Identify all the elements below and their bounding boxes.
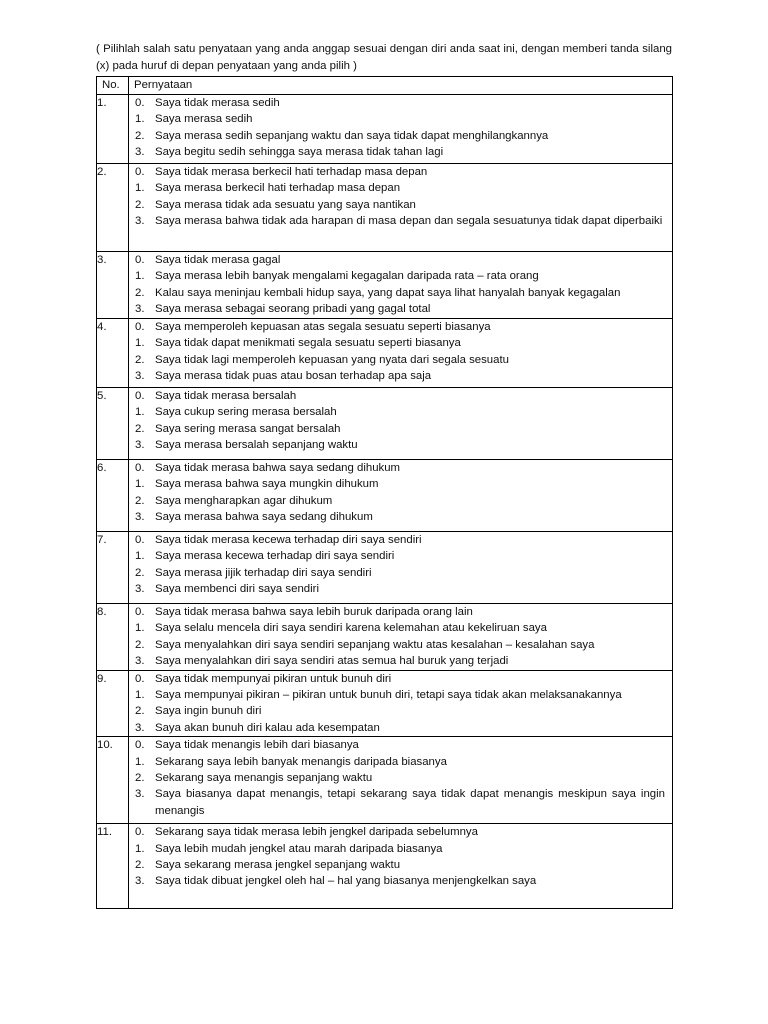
option-text: Saya menyalahkan diri saya sendiri atas semua hal buruk yang terjadi: [155, 655, 509, 668]
option-item: [129, 720, 672, 736]
option-text: Saya tidak merasa bahwa saya sedang dihukum: [155, 462, 401, 474]
question-number: 7.: [97, 532, 129, 604]
option-number: 2.: [135, 566, 145, 579]
option-number: 3.: [135, 146, 145, 159]
option-text: Saya tidak merasa kecewa terhadap diri saya sendiri: [155, 534, 422, 546]
option-text: Saya tidak merasa sedih: [155, 97, 280, 109]
option-item: [129, 144, 672, 160]
option-number: 0.: [135, 606, 145, 618]
option-text: Saya tidak menangis lebih dari biasanya: [155, 739, 359, 752]
table-row: [97, 460, 673, 532]
option-text: Saya merasa sebagai seorang pribadi yang gagal total: [155, 303, 431, 316]
option-text: Saya cukup sering merasa bersalah: [155, 406, 337, 419]
question-number: 9.: [97, 670, 129, 737]
option-number: 0.: [135, 254, 145, 266]
option-text: Saya menyalahkan diri saya sendiri sepanjang waktu atas kesalahan – kesalahan saya: [155, 638, 595, 651]
option-item: [129, 460, 672, 476]
option-item: [129, 421, 672, 437]
question-rows: [97, 95, 673, 909]
option-number: 1.: [135, 478, 145, 491]
option-number: 2.: [135, 129, 145, 142]
option-item: [129, 268, 672, 284]
option-text: Saya merasa bahwa saya mungkin dihukum: [155, 478, 379, 491]
option-number: 1.: [135, 337, 145, 350]
option-item: [129, 873, 672, 889]
question-options-cell: [129, 460, 673, 532]
option-number: 0.: [135, 534, 145, 546]
option-text: Saya merasa lebih banyak mengalami kegagalan daripada rata – rata orang: [155, 270, 539, 283]
table-row: [97, 164, 673, 252]
option-number: 3.: [135, 721, 145, 734]
option-item: [129, 565, 672, 581]
option-list: [129, 319, 672, 385]
option-item: [129, 620, 672, 636]
option-list: [129, 737, 672, 819]
option-number: 3.: [135, 875, 145, 888]
option-list: [129, 824, 672, 890]
option-text: Saya sekarang merasa jengkel sepanjang waktu: [155, 859, 401, 872]
instruction-text: ( Pilihlah salah satu penyataan yang anda anggap sesuai dengan diri anda saat ini, dengan memberi tanda silang (x) pada huruf di depan penyataan yang anda pilih ): [96, 43, 672, 72]
option-text: Saya tidak merasa bersalah: [155, 390, 297, 402]
option-text: Saya akan bunuh diri kalau ada kesempatan: [155, 721, 380, 734]
option-number: 0.: [135, 321, 145, 333]
option-item: [129, 637, 672, 653]
option-item: [129, 301, 672, 317]
option-number: 0.: [135, 826, 145, 839]
option-item: [129, 111, 672, 127]
option-number: 2.: [135, 638, 145, 651]
option-text: Saya selalu mencela diri saya sendiri karena kelemahan atau kekeliruan saya: [155, 622, 547, 635]
option-item: [129, 737, 672, 753]
option-item: [129, 352, 672, 368]
option-number: 3.: [135, 655, 145, 668]
option-text: Saya ingin bunuh diri: [155, 705, 262, 718]
option-text: Saya mengharapkan agar dihukum: [155, 494, 333, 507]
option-text: Saya merasa bahwa saya sedang dihukum: [155, 511, 373, 524]
option-number: 0.: [135, 166, 145, 178]
option-number: 2.: [135, 494, 145, 507]
option-text: Saya biasanya dapat menangis, tetapi sekarang saya tidak dapat menangis meskipun saya ingin menangis: [155, 788, 665, 817]
option-text: Saya tidak lagi memperoleh kepuasan yang nyata dari segala sesuatu: [155, 353, 509, 366]
option-item: [129, 509, 672, 525]
option-text: Saya merasa jijik terhadap diri saya sendiri: [155, 566, 372, 579]
option-text: Saya tidak dapat menikmati segala sesuatu seperti biasanya: [155, 337, 461, 350]
option-item: [129, 252, 672, 268]
option-item: [129, 368, 672, 384]
option-text: Saya lebih mudah jengkel atau marah daripada biasanya: [155, 842, 443, 855]
question-number: 8.: [97, 604, 129, 671]
question-number: 1.: [97, 95, 129, 164]
option-item: [129, 164, 672, 180]
option-list: [129, 252, 672, 318]
question-number: 3.: [97, 252, 129, 319]
table-row: [97, 670, 673, 737]
option-text: Saya merasa tidak ada sesuatu yang saya nantikan: [155, 198, 416, 211]
option-text: Saya merasa berkecil hati terhadap masa depan: [155, 182, 401, 195]
option-number: 1.: [135, 270, 145, 283]
option-item: [129, 180, 672, 196]
option-number: 2.: [135, 772, 145, 785]
question-options-cell: [129, 319, 673, 388]
option-text: Saya tidak merasa berkecil hati terhadap masa depan: [155, 166, 428, 178]
question-options-cell: [129, 252, 673, 319]
question-number: 5.: [97, 388, 129, 460]
question-options-cell: [129, 737, 673, 824]
option-text: Saya memperoleh kepuasan atas segala sesuatu seperti biasanya: [155, 321, 491, 333]
question-number: 2.: [97, 164, 129, 252]
option-number: 2.: [135, 286, 145, 299]
option-number: 2.: [135, 705, 145, 718]
option-text: Saya membenci diri saya sendiri: [155, 583, 319, 596]
option-item: [129, 404, 672, 420]
option-number: 0.: [135, 390, 145, 402]
option-item: [129, 493, 672, 509]
option-item: [129, 786, 672, 819]
option-item: [129, 95, 672, 111]
option-list: [129, 164, 672, 230]
option-number: 1.: [135, 406, 145, 419]
option-text: Saya merasa kecewa terhadap diri saya sendiri: [155, 550, 395, 563]
question-options-cell: [129, 604, 673, 671]
option-item: [129, 687, 672, 703]
option-item: [129, 703, 672, 719]
option-text: Kalau saya meninjau kembali hidup saya, yang dapat saya lihat hanyalah banyak kegagalan: [155, 286, 621, 299]
option-number: 3.: [135, 303, 145, 316]
option-item: [129, 548, 672, 564]
option-item: [129, 285, 672, 301]
option-text: Saya tidak dibuat jengkel oleh hal – hal yang biasanya menjengkelkan saya: [155, 875, 537, 888]
table-row: [97, 319, 673, 388]
option-number: 1.: [135, 622, 145, 635]
option-number: 1.: [135, 755, 145, 768]
option-text: Saya merasa bahwa tidak ada harapan di masa depan dan segala sesuatunya tidak dapat diperbaiki: [155, 215, 663, 228]
question-number: 10.: [97, 737, 129, 824]
question-number: 6.: [97, 460, 129, 532]
option-number: 0.: [135, 97, 145, 109]
option-number: 1.: [135, 842, 145, 855]
table-row: [97, 737, 673, 824]
option-item: [129, 671, 672, 687]
questionnaire-table: [96, 76, 673, 909]
option-text: Saya tidak merasa bahwa saya lebih buruk daripada orang lain: [155, 606, 473, 618]
option-text: Saya merasa tidak puas atau bosan terhadap apa saja: [155, 370, 432, 383]
table-row: [97, 388, 673, 460]
option-list: [129, 95, 672, 161]
option-item: [129, 581, 672, 597]
option-number: 3.: [135, 788, 145, 801]
option-item: [129, 128, 672, 144]
option-text: Saya tidak merasa gagal: [155, 254, 281, 266]
column-header-no: No.: [97, 77, 129, 95]
option-number: 3.: [135, 439, 145, 452]
table-header-row: [97, 77, 673, 95]
option-number: 0.: [135, 672, 145, 685]
option-item: [129, 857, 672, 873]
option-text: Saya merasa bersalah sepanjang waktu: [155, 439, 358, 452]
option-item: [129, 335, 672, 351]
option-item: [129, 476, 672, 492]
option-number: 1.: [135, 550, 145, 563]
option-number: 2.: [135, 859, 145, 872]
option-text: Saya sering merasa sangat bersalah: [155, 422, 341, 435]
option-number: 3.: [135, 215, 145, 228]
column-header-statement: Pernyataan: [129, 77, 673, 95]
option-number: 3.: [135, 370, 145, 383]
option-item: [129, 604, 672, 620]
option-number: 1.: [135, 689, 145, 702]
question-options-cell: [129, 388, 673, 460]
option-number: 3.: [135, 583, 145, 596]
option-item: [129, 653, 672, 669]
option-item: [129, 841, 672, 857]
question-options-cell: [129, 670, 673, 737]
table-row: [97, 95, 673, 164]
table-row: [97, 604, 673, 671]
option-text: Saya mempunyai pikiran – pikiran untuk bunuh diri, tetapi saya tidak akan melaksanakannya: [155, 689, 622, 702]
option-number: 0.: [135, 739, 145, 752]
question-number: 4.: [97, 319, 129, 388]
option-list: [129, 532, 672, 598]
option-item: [129, 388, 672, 404]
option-item: [129, 824, 672, 840]
option-number: 2.: [135, 198, 145, 211]
table-row: [97, 252, 673, 319]
option-item: [129, 437, 672, 453]
option-text: Sekarang saya lebih banyak menangis daripada biasanya: [155, 755, 447, 768]
option-list: [129, 388, 672, 454]
option-number: 1.: [135, 182, 145, 195]
option-number: 1.: [135, 113, 145, 126]
option-item: [129, 197, 672, 213]
table-row: [97, 824, 673, 909]
question-options-cell: [129, 95, 673, 164]
option-text: Saya merasa sedih: [155, 113, 253, 126]
question-number: 11.: [97, 824, 129, 909]
table-row: [97, 532, 673, 604]
option-number: 2.: [135, 353, 145, 366]
question-options-cell: [129, 824, 673, 909]
option-text: Saya begitu sedih sehingga saya merasa tidak tahan lagi: [155, 146, 444, 159]
option-number: 0.: [135, 462, 145, 474]
option-text: Sekarang saya tidak merasa lebih jengkel daripada sebelumnya: [155, 826, 478, 839]
option-list: [129, 604, 672, 670]
option-text: Sekarang saya menangis sepanjang waktu: [155, 772, 373, 785]
option-list: [129, 671, 672, 737]
option-text: Saya tidak mempunyai pikiran untuk bunuh diri: [155, 672, 392, 685]
option-item: [129, 213, 672, 229]
option-text: Saya merasa sedih sepanjang waktu dan saya tidak dapat menghilangkannya: [155, 129, 549, 142]
option-number: 2.: [135, 422, 145, 435]
option-item: [129, 319, 672, 335]
option-list: [129, 460, 672, 526]
option-item: [129, 532, 672, 548]
question-options-cell: [129, 532, 673, 604]
option-item: [129, 770, 672, 786]
option-number: 3.: [135, 511, 145, 524]
option-item: [129, 754, 672, 770]
question-options-cell: [129, 164, 673, 252]
